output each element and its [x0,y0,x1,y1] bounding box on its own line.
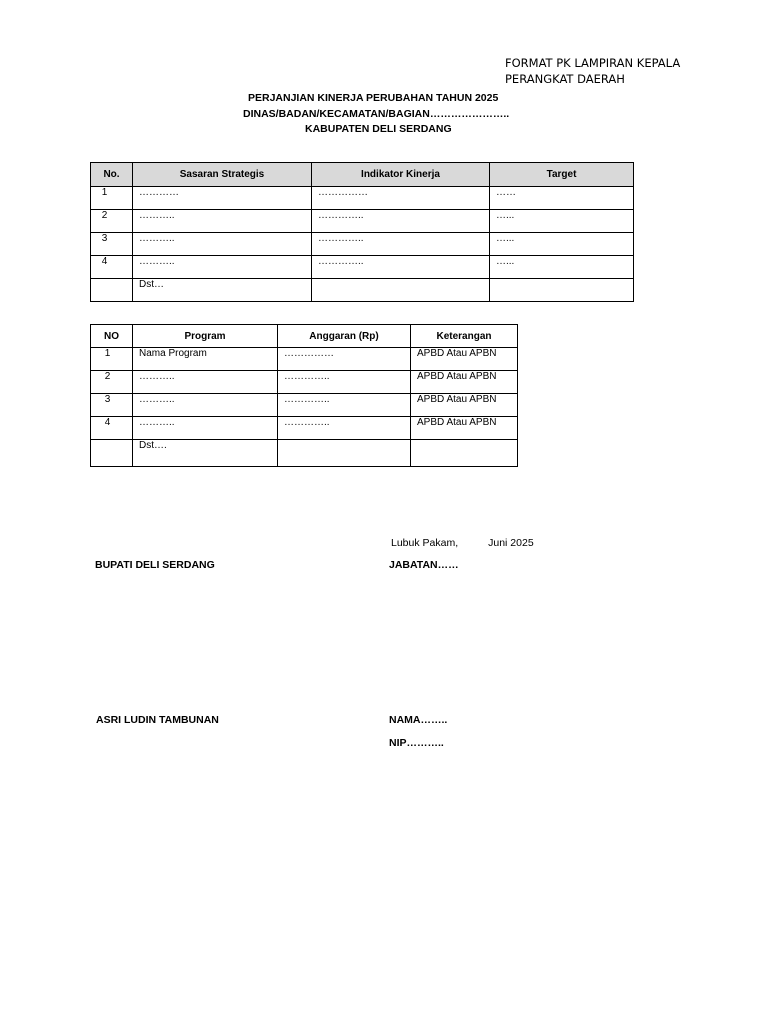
header-program: Program [133,325,278,348]
signatory-right-nip: NIP……….. [389,737,444,749]
header-no: No. [91,163,133,187]
header-anggaran: Anggaran (Rp) [278,325,411,348]
signatory-right-name: NAMA…….. [389,714,448,726]
table-row [91,417,518,440]
title-line-2: DINAS/BADAN/KECAMATAN/BAGIAN………………….. [243,107,510,120]
cell-sasaran: Dst… [133,279,312,302]
signature-place: Lubuk Pakam, [391,537,459,549]
signatory-right-title: JABATAN…… [389,559,459,571]
cell-no: 1 [91,348,133,371]
cell-target: …... [490,233,634,256]
header-keterangan: Keterangan [411,325,518,348]
cell-anggaran [278,440,411,467]
header-target: Target [490,163,634,187]
document-title [0,91,768,138]
cell-keterangan: APBD Atau APBN [411,348,518,371]
table-header-row [91,163,634,187]
cell-sasaran: ……….. [133,210,312,233]
cell-anggaran: ………….. [278,417,411,440]
cell-no: 3 [91,394,133,417]
cell-keterangan: APBD Atau APBN [411,417,518,440]
cell-anggaran: ………….. [278,371,411,394]
cell-program: Dst…. [133,440,278,467]
table-row [91,348,518,371]
cell-program: ……….. [133,394,278,417]
cell-no: 1 [91,187,133,210]
cell-indikator: ………….. [312,210,490,233]
cell-program: Nama Program [133,348,278,371]
signatory-left-title: BUPATI DELI SERDANG [95,559,215,571]
table-row [91,394,518,417]
sasaran-table [90,162,634,302]
title-line-3: KABUPATEN DELI SERDANG [305,123,452,135]
cell-target: …... [490,256,634,279]
table-row [91,440,518,467]
cell-target [490,279,634,302]
table-row [91,279,634,302]
table-row [91,233,634,256]
cell-no: 2 [91,371,133,394]
cell-sasaran: ………… [133,187,312,210]
cell-target: …… [490,187,634,210]
table-row [91,210,634,233]
cell-target: …... [490,210,634,233]
cell-anggaran: ………….. [278,394,411,417]
table-row [91,371,518,394]
cell-indikator: …………… [312,187,490,210]
format-note [505,55,680,87]
cell-no: 2 [91,210,133,233]
cell-keterangan [411,440,518,467]
signature-date: Juni 2025 [488,537,534,549]
cell-indikator: ………….. [312,256,490,279]
cell-no: 3 [91,233,133,256]
table-header-row [91,325,518,348]
signatory-left-name: ASRI LUDIN TAMBUNAN [96,714,219,726]
format-note-line-1: FORMAT PK LAMPIRAN KEPALA [505,56,681,70]
title-line-1: PERJANJIAN KINERJA PERUBAHAN TAHUN 2025 [248,92,499,104]
cell-no: 4 [91,417,133,440]
cell-anggaran: …………… [278,348,411,371]
cell-indikator: ………….. [312,233,490,256]
cell-no [91,440,133,467]
program-table [90,324,518,467]
signature-place-date [391,537,534,549]
cell-indikator [312,279,490,302]
cell-keterangan: APBD Atau APBN [411,394,518,417]
cell-sasaran: ……….. [133,233,312,256]
header-indikator-kinerja: Indikator Kinerja [312,163,490,187]
cell-program: ……….. [133,417,278,440]
header-sasaran-strategis: Sasaran Strategis [133,163,312,187]
cell-keterangan: APBD Atau APBN [411,371,518,394]
table-row [91,256,634,279]
format-note-line-2: PERANGKAT DAERAH [505,72,625,86]
cell-no: 4 [91,256,133,279]
cell-sasaran: ……….. [133,256,312,279]
header-no: NO [91,325,133,348]
table-row [91,187,634,210]
cell-program: ……….. [133,371,278,394]
cell-no [91,279,133,302]
